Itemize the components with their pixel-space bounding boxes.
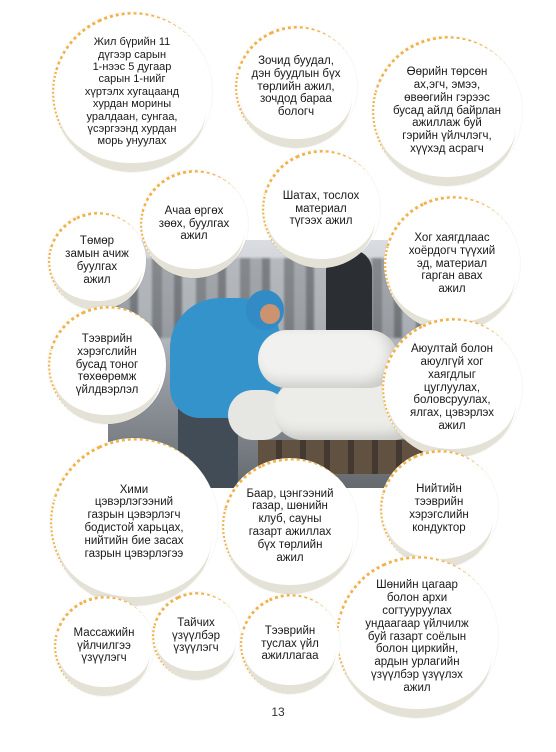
- bubble-text: Нийтийн тээврийн хэрэгслийн кондуктор: [409, 483, 469, 534]
- bubble-text: Тээврийн хэрэгслийн бусад тоног төхөөрөмж үйлдвэрлэл: [75, 333, 139, 397]
- bubble-text: Шатах, тослох материал түгээх ажил: [282, 189, 360, 228]
- bubble-text: Тээврийн туслах үйл ажиллагаа: [261, 624, 319, 663]
- bubble-hotel-work: [235, 26, 357, 148]
- bubble-striptease: [152, 592, 240, 680]
- page-number: 13: [271, 705, 285, 719]
- bubble-text: Хими цэвэрлэгээний газрын цэвэрлэгч бодистой харьцах, нийтийн бие засах газрын цэвэрлэгээ: [84, 483, 184, 560]
- photo-sack: [258, 330, 398, 388]
- bubble-railway-loading: [48, 212, 146, 310]
- bubble-text: Өөрийн төрсөн ах,эгч, эмээ, өвөөгийн гэрээс бусад айлд байрлан ажиллаж буй гэрийн үйлчлэгч, хүүхэд асрагч: [392, 66, 502, 155]
- bubble-text: Шөнийн цагаар болон архи согтууруулах ундаагаар үйлчилж буй газарт соёлын болон циркийн, ардын урлагийн үзүүлбэр үзүүлэх ажил: [365, 579, 469, 694]
- bubble-text: Жил бүрийн 11 дүгээр сарын 1-нээс 5 дугаар сарын 1-нийг хүртэлх хугацаанд хурдан морины уралдаан, сунгаа, үсэргээнд хурдан морь унуулах: [84, 36, 180, 148]
- bubble-text: Зочид буудал, дэн буудлын бүх төрлийн ажил, зочдод бараа бологч: [251, 55, 341, 119]
- bubble-horse-racing: [52, 12, 212, 172]
- bubble-chemical-cleaning: [50, 438, 218, 606]
- bubble-text: Төмөр замын ачиж буулгах ажил: [65, 235, 129, 286]
- bubble-text: Ачаа өргөх зөөх, буулгах ажил: [158, 204, 230, 243]
- bubble-massage-service: [54, 596, 154, 696]
- bubble-waste-recycling: [384, 196, 520, 332]
- bubble-hazardous-waste: [382, 318, 522, 458]
- bubble-transport-assist: [240, 594, 340, 694]
- bubble-cargo-lifting: [140, 170, 248, 278]
- bubble-vehicle-equipment: [48, 306, 166, 424]
- bubble-night-performance: [336, 556, 498, 718]
- bubble-bus-conductor: [380, 450, 498, 568]
- photo-worker-face: [260, 304, 280, 324]
- bubble-text: Хог хаягдлаас хоёрдогч түүхий эд, материал гарган авах ажил: [408, 232, 496, 296]
- bubble-text: Массажийн үйлчилгээ үзүүлэгч: [73, 626, 135, 665]
- bubble-text: Баар, цэнгээний газар, шөнийн клуб, сауны газарт ажиллах бүх төрлийн ажил: [246, 487, 334, 564]
- bubble-domestic-worker: [372, 36, 522, 186]
- bubble-text: Тайчих үзүүлбэр үзүүлэгч: [172, 616, 220, 655]
- bubble-text: Аюултай болон аюулгүй хог хаягдлыг цуглуулах, боловсруулах, ялгах, цэвэрлэх ажил: [409, 343, 495, 432]
- bubble-fuel-distribution: [262, 150, 380, 268]
